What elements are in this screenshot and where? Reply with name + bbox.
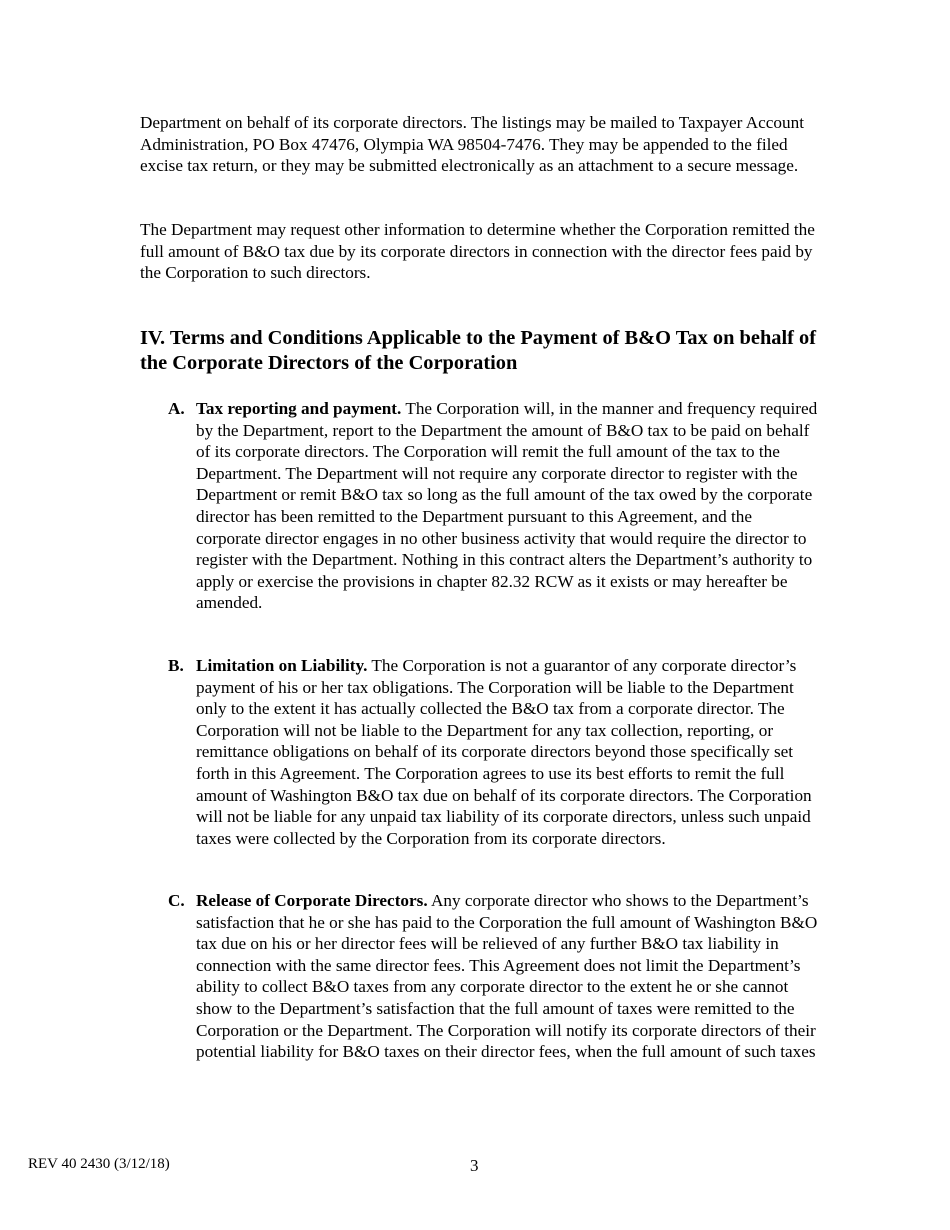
list-item-text: Any corporate director who shows to the Department’s satisfaction that he or she has paid to the Corporation the full amount of Washington B&O tax due on his or her director fees will be relieved of any further B&O tax liability in connection with the same director fees. This Agreement does not limit the Department’s ability to collect B&O taxes from any corporate director to the extent he or she cannot show to the Department’s satisfaction that the full amount of taxes were remitted to the Corporation or the Department. The Corporation will notify its corporate directors of their potential liability for B&O taxes on their director fees, when the full amount of such taxes xyxy=(196,891,818,1062)
footer-form-number: REV 40 2430 (3/12/18) xyxy=(28,1156,170,1172)
list-item-marker: A. xyxy=(168,399,185,418)
list-item-body xyxy=(196,655,818,849)
list-item-text: The Corporation is not a guarantor of any corporate director’s payment of his or her tax obligations. The Corporation will be liable to the Department only to the extent it has actually collected the B&O tax from a corporate director. The Corporation will not be liable to the Department for any tax collection, reporting, or remittance obligations on behalf of its corporate directors beyond those specifically set forth in this Agreement. The Corporation agrees to use its best efforts to remit the full amount of Washington B&O tax due on behalf of its corporate directors. The Corporation will not be liable for any unpaid tax liability of its corporate directors, unless such unpaid taxes were collected by the Corporation from its corporate directors. xyxy=(196,656,812,848)
list-item-body xyxy=(196,398,818,614)
intro-paragraph-information-request: The Department may request other information to determine whether the Corporation remitted the full amount of B&O tax due by its corporate directors in connection with the director fees paid by the Corporation to such directors. xyxy=(140,220,815,283)
list-item-text: The Corporation will, in the manner and frequency required by the Department, report to the Department the amount of B&O tax to be paid on behalf of its corporate directors. The Corporation will remit the full amount of the tax to the Department. The Department will not require any corporate director to register with the Department or remit B&O tax so long as the full amount of the tax owed by the corporate director has been remitted to the Department pursuant to this Agreement, and the corporate director engages in no other business activity that would require the director to register with the Department. Nothing in this contract alters the Department’s authority to apply or exercise the provisions in chapter 82.32 RCW as it exists or may hereafter be amended. xyxy=(196,399,818,613)
list-item-title: Release of Corporate Directors. xyxy=(196,891,428,910)
list-item-marker: B. xyxy=(168,656,184,675)
section-heading: IV. Terms and Conditions Applicable to the Payment of B&O Tax on behalf of the Corporate Directors of the Corporation xyxy=(140,327,817,374)
list-item-marker: C. xyxy=(168,891,185,910)
list-item-tax-reporting xyxy=(168,398,818,614)
list-item-title: Tax reporting and payment. xyxy=(196,399,402,418)
list-item-body xyxy=(196,890,818,1063)
intro-paragraph-listings: Department on behalf of its corporate directors. The listings may be mailed to Taxpayer Account Administration, PO Box 47476, Olympia WA 98504-7476. They may be appended to the filed excise tax return, or they may be submitted electronically as an attachment to a secure message. xyxy=(140,113,804,176)
list-item-release-of-directors xyxy=(168,890,818,1063)
list-item-title: Limitation on Liability. xyxy=(196,656,368,675)
list-item-limitation-on-liability xyxy=(168,655,818,849)
footer-page-number: 3 xyxy=(470,1156,479,1175)
